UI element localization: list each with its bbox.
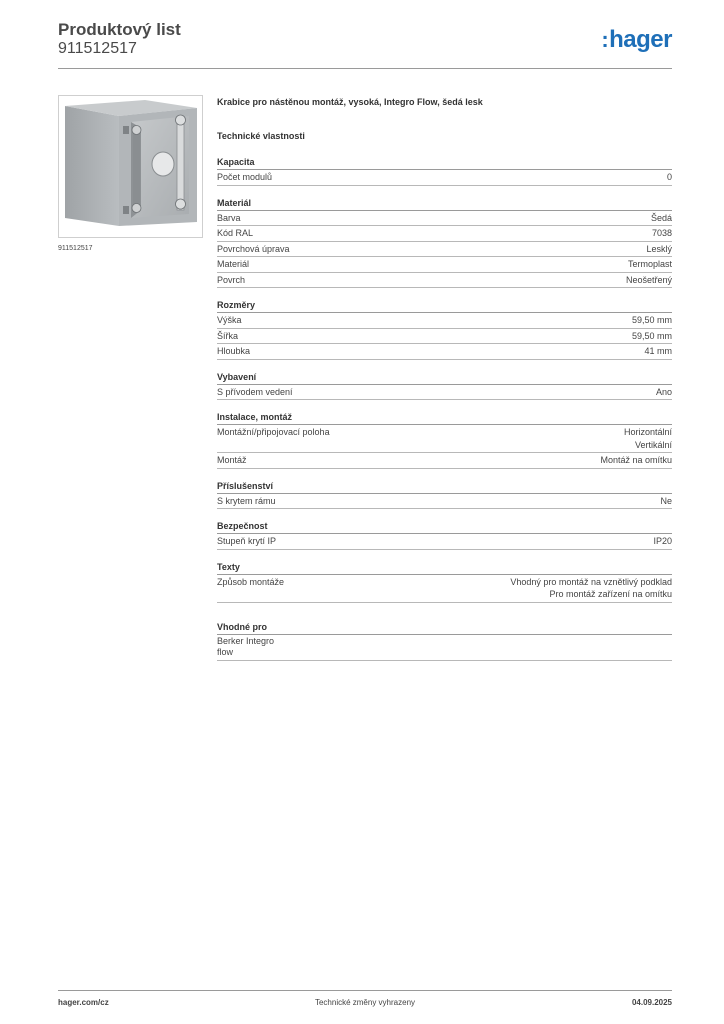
spec-value: 59,50 mm bbox=[631, 330, 672, 341]
spec-name: Hloubka bbox=[217, 346, 251, 356]
spec-value bbox=[624, 426, 672, 451]
spec-name: Kód RAL bbox=[217, 228, 254, 238]
spec-row bbox=[217, 170, 672, 186]
section-safety bbox=[217, 520, 672, 550]
footer-note: Technické změny vyhrazeny bbox=[314, 998, 416, 1007]
spec-row bbox=[217, 425, 672, 453]
product-number: 911512517 bbox=[58, 40, 137, 57]
section-title: Kapacita bbox=[217, 156, 672, 170]
page-title: Produktový list bbox=[58, 20, 181, 39]
spec-row bbox=[217, 257, 672, 273]
hager-logo bbox=[601, 26, 672, 54]
spec-value-line: Horizontální bbox=[623, 427, 672, 437]
section-title: Materiál bbox=[217, 197, 672, 211]
section-texts bbox=[217, 561, 672, 603]
section-capacity bbox=[217, 156, 672, 186]
spec-row bbox=[217, 385, 672, 401]
specification-content bbox=[217, 97, 672, 672]
product-name: Krabice pro nástěnou montáž, vysoká, Integro Flow, šedá lesk bbox=[217, 97, 483, 107]
section-title: Rozměry bbox=[217, 299, 672, 313]
section-equipment bbox=[217, 371, 672, 401]
suitable-line: Berker Integro bbox=[217, 635, 275, 646]
spec-row bbox=[217, 273, 672, 289]
product-image bbox=[58, 95, 203, 238]
spec-name: Povrchová úprava bbox=[217, 243, 290, 254]
surface-box-illustration bbox=[59, 96, 202, 237]
page-header bbox=[58, 20, 672, 70]
spec-value: Ano bbox=[655, 386, 672, 397]
spec-value: Ne bbox=[660, 495, 672, 506]
footer-divider bbox=[58, 990, 672, 991]
spec-row bbox=[217, 453, 672, 469]
spec-value: Termoplast bbox=[627, 259, 672, 269]
spec-value: IP20 bbox=[653, 536, 672, 546]
section-title: Vhodné pro bbox=[217, 621, 672, 635]
spec-row bbox=[217, 313, 672, 329]
suitable-line: flow bbox=[217, 647, 234, 657]
spec-name: Materiál bbox=[217, 259, 250, 269]
section-suitable-for bbox=[217, 621, 672, 661]
spec-value-line: Vhodný pro montáž na vznětlivý podklad bbox=[510, 576, 672, 587]
spec-row bbox=[217, 242, 672, 258]
spec-row bbox=[217, 494, 672, 510]
spec-value: 7038 bbox=[651, 228, 672, 238]
spec-value: Šedá bbox=[650, 212, 672, 223]
spec-value: 59,50 mm bbox=[631, 315, 672, 325]
section-material bbox=[217, 197, 672, 289]
spec-name: Počet modulů bbox=[217, 172, 273, 182]
spec-name: Způsob montáže bbox=[217, 576, 285, 587]
spec-name: S přívodem vedení bbox=[217, 386, 293, 397]
spec-name: Stupeň krytí IP bbox=[217, 536, 277, 546]
spec-row bbox=[217, 344, 672, 360]
spec-value-line: Vertikální bbox=[634, 439, 672, 450]
spec-name bbox=[217, 636, 274, 659]
section-title: Instalace, montáž bbox=[217, 411, 672, 425]
spec-row bbox=[217, 575, 672, 603]
section-title: Texty bbox=[217, 561, 672, 575]
spec-name: S krytem rámu bbox=[217, 495, 276, 506]
spec-value: Neošetřený bbox=[625, 274, 672, 285]
section-title: Bezpečnost bbox=[217, 520, 672, 534]
section-title: Příslušenství bbox=[217, 480, 672, 494]
section-installation bbox=[217, 411, 672, 469]
spec-row bbox=[217, 534, 672, 550]
logo-colon: : bbox=[601, 27, 609, 52]
spec-name: Barva bbox=[217, 212, 241, 223]
spec-name: Šířka bbox=[217, 330, 239, 341]
spec-name: Montážní/připojovací poloha bbox=[217, 427, 330, 437]
spec-value-line: Pro montáž zařízení na omítku bbox=[549, 589, 672, 599]
section-accessories bbox=[217, 480, 672, 510]
header-divider bbox=[58, 68, 672, 69]
spec-value: Montáž na omítku bbox=[600, 455, 672, 465]
technical-properties-heading: Technické vlastnosti bbox=[217, 131, 305, 141]
spec-row bbox=[217, 226, 672, 242]
spec-name: Montáž bbox=[217, 455, 247, 465]
spec-value bbox=[510, 576, 672, 601]
footer-date: 04.09.2025 bbox=[631, 998, 672, 1007]
spec-row bbox=[217, 329, 672, 345]
spec-value: 0 bbox=[666, 172, 672, 182]
section-dimensions bbox=[217, 299, 672, 360]
spec-name: Výška bbox=[217, 315, 242, 325]
spec-value: Lesklý bbox=[646, 243, 672, 254]
spec-name: Povrch bbox=[217, 274, 246, 285]
logo-text: hager bbox=[609, 26, 672, 53]
spec-row bbox=[217, 211, 672, 227]
spec-row bbox=[217, 635, 672, 661]
section-title: Vybavení bbox=[217, 371, 672, 385]
spec-value: 41 mm bbox=[644, 346, 672, 356]
image-caption: 911512517 bbox=[58, 245, 93, 252]
footer-website: hager.com/cz bbox=[58, 998, 109, 1007]
